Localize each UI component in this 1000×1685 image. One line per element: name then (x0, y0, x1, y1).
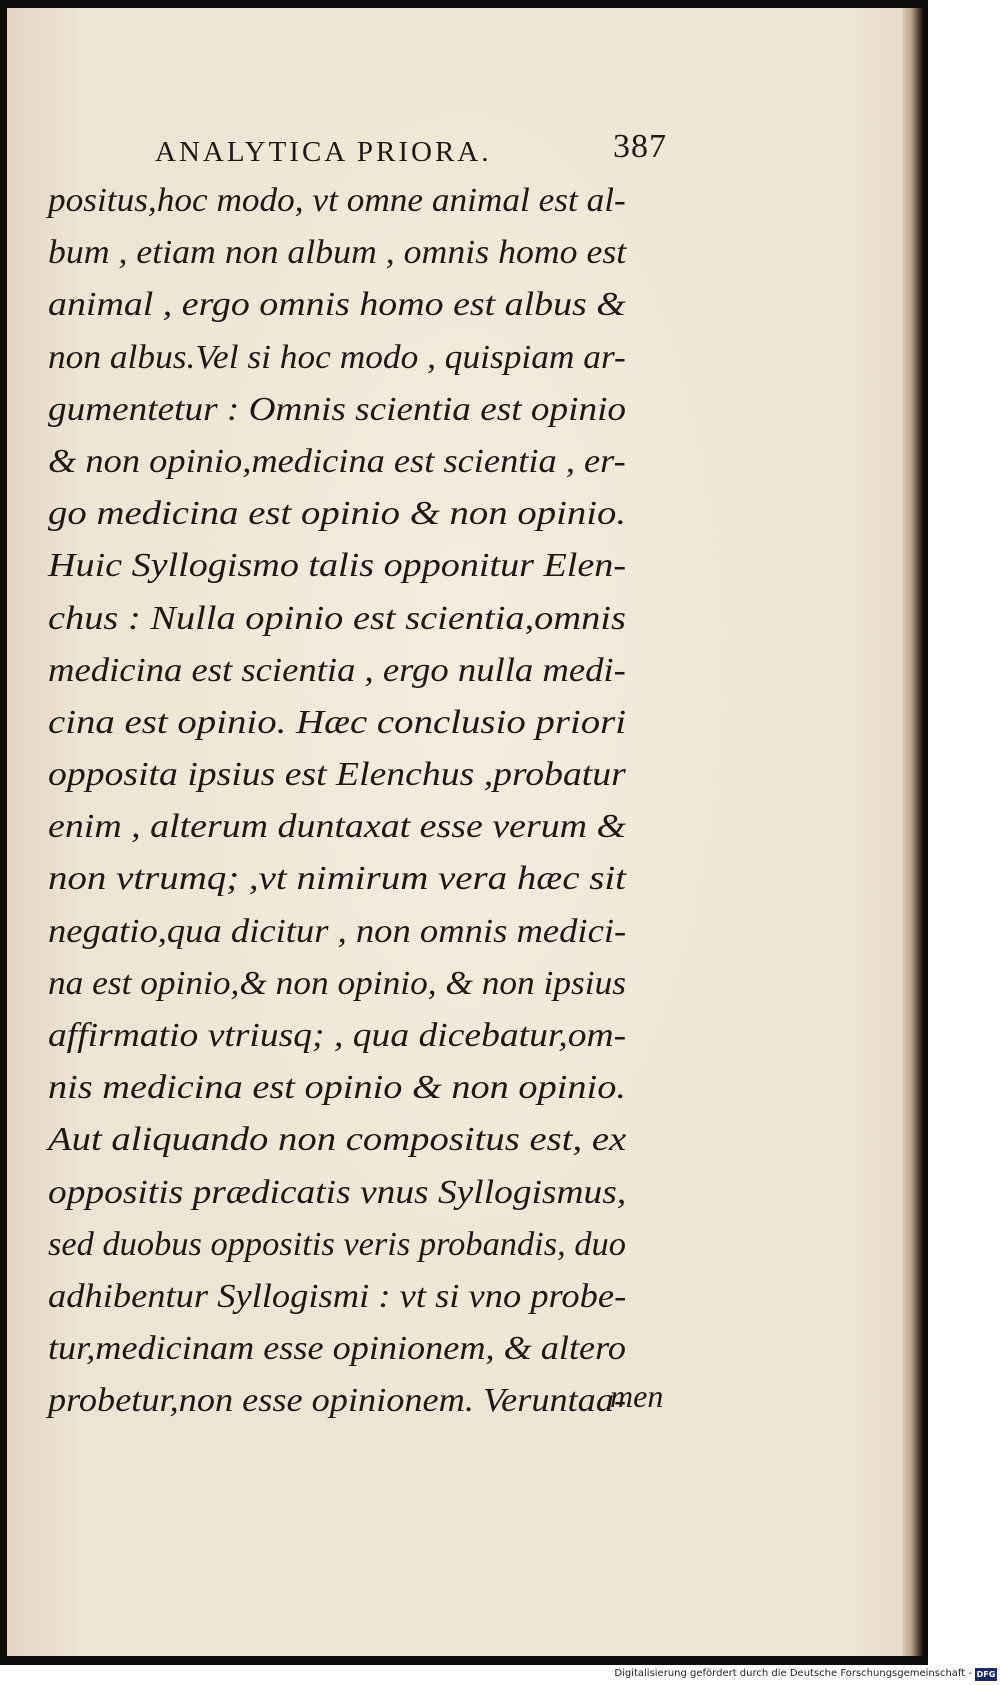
text-line: probetur,non esse opinionem. Veruntaa- (48, 1382, 627, 1420)
running-head-title: ANALYTICA PRIORA. (155, 136, 492, 168)
text-line: bum , etiam non album , omnis homo est (48, 234, 627, 272)
text-line: nis medicina est opinio & non opinio. (48, 1069, 626, 1107)
catchword: men (610, 1378, 664, 1414)
text-line: medicina est scientia , ergo nulla medi- (48, 651, 626, 689)
running-head (155, 128, 695, 168)
page-number: 387 (613, 128, 667, 165)
text-line: go medicina est opinio & non opinio. (48, 495, 627, 533)
text-line: gumentetur : Omnis scientia est opinio (48, 390, 627, 428)
text-line: affirmatio vtriusq; , qua dicebatur,om- (48, 1017, 627, 1054)
text-line: Huic Syllogismo talis opponitur Elen- (48, 547, 627, 585)
text-line: sed duobus oppositis veris probandis, duo (48, 1225, 626, 1263)
text-line: opposita ipsius est Elenchus ,probatur (48, 756, 626, 794)
body-text (48, 175, 688, 1428)
dfg-logo: DFG (976, 1670, 996, 1679)
page-edge-shadow (903, 8, 923, 1656)
text-line: positus,hoc modo, vt omne animal est al- (48, 182, 626, 219)
text-line: oppositis prædicatis vnus Syllogismus, (48, 1173, 627, 1211)
funding-credit: Digitalisierung gefördert durch die Deutsche Forschungsgemeinschaft - (614, 1668, 972, 1679)
text-line: Aut aliquando non compositus est, ex (48, 1121, 627, 1159)
text-line: & non opinio,medicina est scientia , er- (48, 442, 626, 480)
text-line: non albus.Vel si hoc modo , quispiam ar- (48, 338, 626, 376)
footer-bar (0, 1665, 1000, 1685)
text-line: tur,medicinam esse opinionem, & altero (48, 1330, 626, 1368)
text-line: negatio,qua dicitur , non omnis medici- (48, 912, 627, 950)
text-line: animal , ergo omnis homo est albus & (48, 286, 626, 324)
text-line: na est opinio,& non opinio, & non ipsius (48, 964, 627, 1002)
text-line: adhibentur Syllogismi : vt si vno probe- (48, 1277, 627, 1315)
text-line: cina est opinio. Hæc conclusio priori (48, 703, 627, 741)
text-line: chus : Nulla opinio est scientia,omnis (48, 599, 626, 637)
text-line: non vtrumq; ,vt nimirum vera hæc sit (48, 860, 626, 898)
text-line: enim , alterum duntaxat esse verum & (48, 808, 627, 846)
